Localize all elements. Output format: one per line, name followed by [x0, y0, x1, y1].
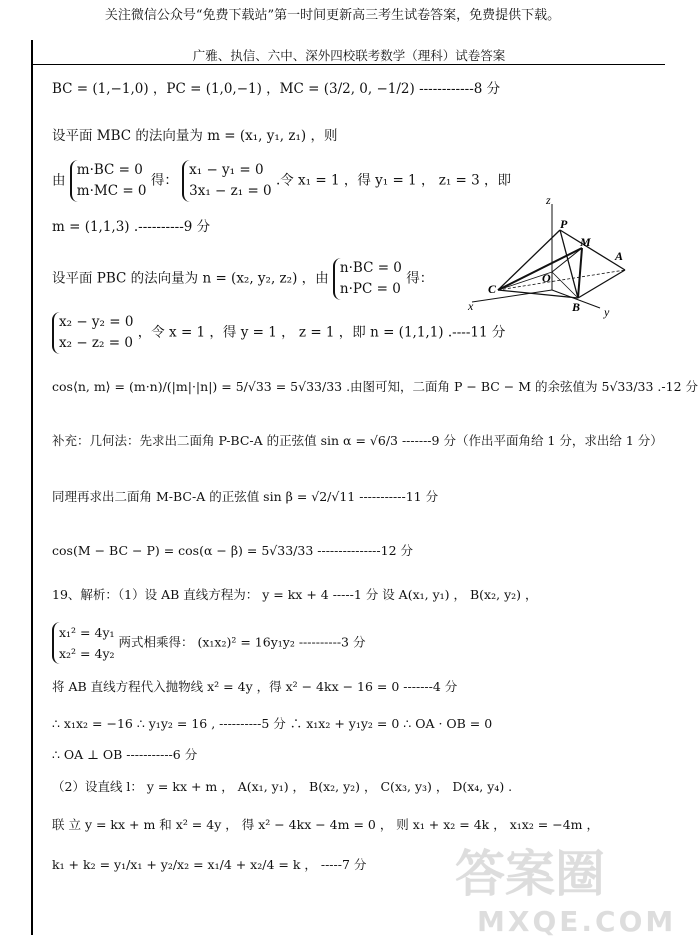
part2-setup-line: （2）设直线 l： y = kx + m ， A(x₁, y₁) ， B(x₂, y₂) ， C(x₃, y₃) ， D(x₄, y₄) .	[52, 779, 513, 794]
edge-ba	[578, 270, 625, 298]
equation-system-2	[182, 160, 272, 202]
equation-1b: m·MC = 0	[76, 183, 147, 199]
header-rule	[33, 64, 665, 65]
by-label: 由	[52, 172, 66, 189]
product-result: 两式相乘得： (x₁x₂)² = 16y₁y₂ ----------3 分	[118, 634, 366, 650]
cos-difference-line: cos(M − BC − P) = cos(α − β) = 5√33/33 ---------------12 分	[52, 543, 413, 558]
label-p: P	[560, 217, 568, 231]
supplement-geometry-line: 补充：几何法：先求出二面角 P-BC-A 的正弦值 sin α = √6/3 -------9 分（作出平面角给 1 分，求出给 1 分）	[52, 433, 663, 448]
equation-system-4	[52, 312, 133, 354]
page-header-title: 广雅、执信、六中、深外四校联考数学（理科）试卷答案	[192, 48, 506, 63]
label-y: y	[604, 305, 610, 319]
equation-4a: x₂ − y₂ = 0	[59, 314, 134, 330]
segment-mb	[578, 248, 582, 298]
equation-4b: x₂ − z₂ = 0	[59, 335, 133, 351]
cosine-result-line: cos⟨n, m⟩ = (m·n)/(|m|·|n|) = 5/√33 = 5√33/33 .由图可知，二面角 P − BC − M 的余弦值为 5√33/33 .-12 分	[52, 379, 698, 394]
vector-coords-line: BC = (1,−1,0) ，PC = (1,0,−1) ，MC = (3/2, 0, −1/2) ------------8 分	[52, 81, 501, 97]
equation-3b: n·PC = 0	[339, 281, 401, 297]
normal-vector-pbc-text: 设平面 PBC 的法向量为 n = (x₂, y₂, z₂) ，由	[52, 270, 329, 287]
top-notice: 关注微信公众号“免费下载站”第一时间更新高三考生试卷答案，免费提供下载。	[104, 8, 561, 23]
label-c: C	[488, 282, 497, 296]
watermark-logo	[441, 839, 677, 939]
vieta-line: 联 立 y = kx + m 和 x² = 4y ， 得 x² − 4kx − 4m = 0 ， 则 x₁ + x₂ = 4k ， x₁x₂ = −4m ，	[52, 817, 599, 832]
equation-1a: m·BC = 0	[76, 162, 143, 178]
equation-2a: x₁ − y₁ = 0	[189, 162, 264, 178]
substitution-line: 将 AB 直线方程代入抛物线 x² = 4y ，得 x² − 4kx − 16 = 0 -------4 分	[52, 679, 458, 694]
perpendicular-line: ∴ OA ⊥ OB -----------6 分	[52, 747, 198, 762]
normal-vector-mbc-line: 设平面 MBC 的法向量为 m = (x₁, y₁, z₁) ，则	[52, 128, 338, 144]
label-m: M	[580, 235, 591, 249]
get-label-3: 得：	[406, 270, 434, 287]
equation-2b: 3x₁ − z₁ = 0	[189, 183, 272, 199]
label-a: A	[615, 249, 624, 263]
left-margin-rule	[31, 40, 33, 935]
solve-result-1: .令 x₁ = 1 ，得 y₁ = 1 ， z₁ = 3 ，即	[275, 172, 512, 189]
label-z: z	[546, 193, 551, 207]
slope-sum-line: k₁ + k₂ = y₁/x₁ + y₂/x₂ = x₁/4 + x₂/4 = k ， -----7 分	[52, 857, 367, 872]
get-label-1: 得：	[150, 172, 178, 189]
pyramid-figure	[460, 190, 640, 320]
parabola-system-line	[52, 622, 365, 664]
products-line: ∴ x₁x₂ = −16 ∴ y₁y₂ = 16 , ----------5 分 ∴ x₁x₂ + y₁y₂ = 0 ∴ OA · OB = 0	[52, 716, 493, 731]
normal-vector-pbc-line	[52, 258, 433, 300]
edge-pc	[498, 230, 560, 290]
solve-system-pbc-line	[52, 312, 505, 354]
problem-19-line: 19、解析：（1）设 AB 直线方程为： y = kx + 4 -----1 分 设 A(x₁, y₁) ， B(x₂, y₂) ，	[52, 587, 538, 602]
watermark-en: MXQE.COM	[477, 905, 677, 938]
watermark-cn: 答案圈	[455, 845, 605, 903]
equation-system-5	[52, 622, 115, 664]
equation-3a: n·BC = 0	[339, 260, 402, 276]
label-o: O	[542, 271, 551, 285]
solve-system-mbc-line	[52, 160, 511, 202]
sine-beta-line: 同理再求出二面角 M-BC-A 的正弦值 sin β = √2/√11 -----------11 分	[52, 489, 439, 504]
label-b: B	[572, 300, 581, 314]
solve-result-4: ，令 x = 1 ，得 y = 1 ， z = 1 ，即 n = (1,1,1) .----11 分	[137, 324, 506, 341]
label-x: x	[468, 299, 474, 313]
equation-system-3	[333, 258, 402, 300]
equation-system-1	[70, 160, 147, 202]
vector-m-result-line: m = (1,1,3) .----------9 分	[52, 219, 211, 235]
equation-5a: x₁² = 4y₁	[59, 625, 115, 640]
equation-5b: x₂² = 4y₂	[59, 646, 115, 661]
